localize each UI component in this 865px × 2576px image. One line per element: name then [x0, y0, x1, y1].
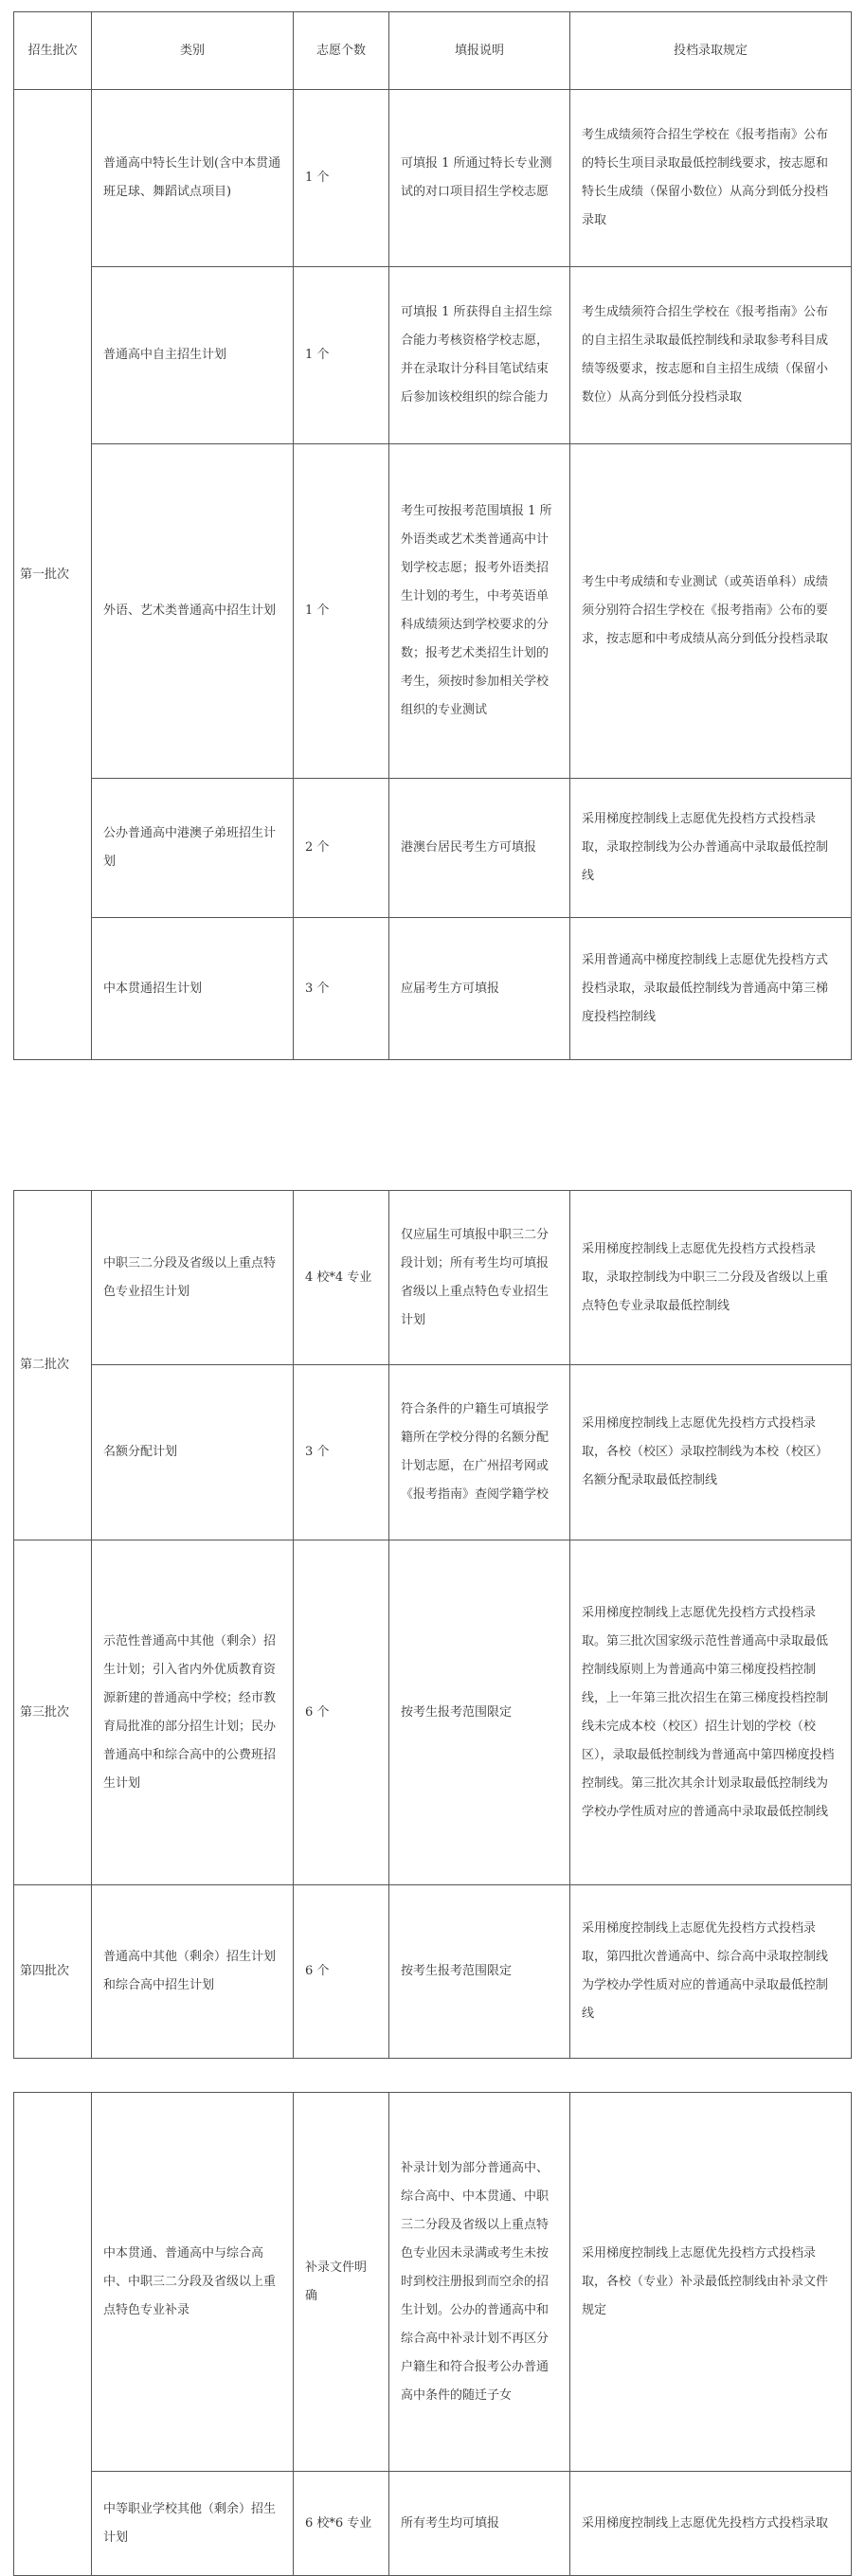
- table-row: [14, 267, 852, 444]
- count-cell: 3 个: [294, 1365, 389, 1540]
- category-cell: 普通高中自主招生计划: [92, 267, 294, 444]
- instruction-cell: 可填报 1 所获得自主招生综合能力考核资格学校志愿，并在录取计分科目笔试结束后参加该校组织的综合能力: [389, 267, 570, 444]
- count-cell: 2 个: [294, 779, 389, 918]
- table-row: [14, 1885, 852, 2059]
- category-cell: 中本贯通、普通高中与综合高中、中职三二分段及省级以上重点特色专业补录: [92, 2093, 294, 2472]
- header-instruction: 填报说明: [389, 12, 570, 90]
- rule-cell: 采用梯度控制线上志愿优先投档方式投档录取，第四批次普通高中、综合高中录取控制线为学校办学性质对应的普通高中录取最低控制线: [570, 1885, 852, 2059]
- instruction-cell: 港澳台居民考生方可填报: [389, 779, 570, 918]
- instruction-cell: 符合条件的户籍生可填报学籍所在学校分得的名额分配计划志愿，在广州招考网或《报考指南》查阅学籍学校: [389, 1365, 570, 1540]
- instruction-cell: 考生可按报考范围填报 1 所外语类或艺术类普通高中计划学校志愿；报考外语类招生计划的考生，中考英语单科成绩须达到学校要求的分数；报考艺术类招生计划的考生，须按时参加相关学校组织的专业测试: [389, 444, 570, 779]
- rule-cell: 采用梯度控制线上志愿优先投档方式投档录取，各校（校区）录取控制线为本校（校区）名额分配录取最低控制线: [570, 1365, 852, 1540]
- instruction-cell: 按考生报考范围限定: [389, 1885, 570, 2059]
- rule-cell: 采用梯度控制线上志愿优先投档方式投档录取: [570, 2472, 852, 2576]
- category-cell: 公办普通高中港澳子弟班招生计划: [92, 779, 294, 918]
- table-row: [14, 2472, 852, 2576]
- table-row: [14, 90, 852, 267]
- instruction-cell: 仅应届生可填报中职三二分段计划；所有考生均可填报省级以上重点特色专业招生计划: [389, 1191, 570, 1365]
- admission-table-part-1: [13, 11, 852, 1060]
- instruction-cell: 按考生报考范围限定: [389, 1540, 570, 1885]
- table-header-row: [14, 12, 852, 90]
- count-cell: 6 个: [294, 1885, 389, 2059]
- instruction-cell: 可填报 1 所通过特长专业测试的对口项目招生学校志愿: [389, 90, 570, 267]
- table-row: [14, 2093, 852, 2472]
- header-batch: 招生批次: [14, 12, 92, 90]
- batch-cell: 第一批次: [14, 90, 92, 1060]
- header-count: 志愿个数: [294, 12, 389, 90]
- count-cell: 1 个: [294, 444, 389, 779]
- instruction-cell: 应届考生方可填报: [389, 918, 570, 1060]
- header-rule: 投档录取规定: [570, 12, 852, 90]
- table-row: [14, 918, 852, 1060]
- batch-cell: 第三批次: [14, 1540, 92, 1885]
- category-cell: 示范性普通高中其他（剩余）招生计划；引入省内外优质教育资源新建的普通高中学校；经市教育局批准的部分招生计划；民办普通高中和综合高中的公费班招生计划: [92, 1540, 294, 1885]
- rule-cell: 采用普通高中梯度控制线上志愿优先投档方式投档录取，录取最低控制线为普通高中第三梯度投档控制线: [570, 918, 852, 1060]
- category-cell: 外语、艺术类普通高中招生计划: [92, 444, 294, 779]
- rule-cell: 采用梯度控制线上志愿优先投档方式投档录取，录取控制线为公办普通高中录取最低控制线: [570, 779, 852, 918]
- batch-cell: 第四批次: [14, 1885, 92, 2059]
- count-cell: 4 校*4 专业: [294, 1191, 389, 1365]
- count-cell: 1 个: [294, 90, 389, 267]
- table-row: [14, 779, 852, 918]
- batch-cell-empty: [14, 2093, 92, 2576]
- instruction-cell: 所有考生均可填报: [389, 2472, 570, 2576]
- count-cell: 1 个: [294, 267, 389, 444]
- rule-cell: 考生成绩须符合招生学校在《报考指南》公布的自主招生录取最低控制线和录取参考科目成绩等级要求，按志愿和自主招生成绩（保留小数位）从高分到低分投档录取: [570, 267, 852, 444]
- category-cell: 名额分配计划: [92, 1365, 294, 1540]
- count-cell: 6 校*6 专业: [294, 2472, 389, 2576]
- category-cell: 中本贯通招生计划: [92, 918, 294, 1060]
- count-cell: 3 个: [294, 918, 389, 1060]
- rule-cell: 采用梯度控制线上志愿优先投档方式投档录取，录取控制线为中职三二分段及省级以上重点特色专业录取最低控制线: [570, 1191, 852, 1365]
- admission-table-part-3: [13, 2092, 852, 2576]
- admission-table-part-2: [13, 1190, 852, 2059]
- batch-cell: 第二批次: [14, 1191, 92, 1540]
- rule-cell: 采用梯度控制线上志愿优先投档方式投档录取，各校（专业）补录最低控制线由补录文件规定: [570, 2093, 852, 2472]
- instruction-cell: 补录计划为部分普通高中、综合高中、中本贯通、中职三二分段及省级以上重点特色专业因未录满或考生未按时到校注册报到而空余的招生计划。公办的普通高中和综合高中补录计划不再区分户籍生和符合报考公办普通高中条件的随迁子女: [389, 2093, 570, 2472]
- category-cell: 中职三二分段及省级以上重点特色专业招生计划: [92, 1191, 294, 1365]
- category-cell: 中等职业学校其他（剩余）招生计划: [92, 2472, 294, 2576]
- table-row: [14, 1191, 852, 1365]
- rule-cell: 采用梯度控制线上志愿优先投档方式投档录取。第三批次国家级示范性普通高中录取最低控制线原则上为普通高中第三梯度投档控制线，上一年第三批次招生在第三梯度投档控制线未完成本校（校区）招生计划的学校（校区），录取最低控制线为普通高中第四梯度投档控制线。第三批次其余计划录取最低控制线为学校办学性质对应的普通高中录取最低控制线: [570, 1540, 852, 1885]
- table-row: [14, 444, 852, 779]
- rule-cell: 考生中考成绩和专业测试（或英语单科）成绩须分别符合招生学校在《报考指南》公布的要求，按志愿和中考成绩从高分到低分投档录取: [570, 444, 852, 779]
- header-category: 类别: [92, 12, 294, 90]
- table-row: [14, 1540, 852, 1885]
- category-cell: 普通高中其他（剩余）招生计划和综合高中招生计划: [92, 1885, 294, 2059]
- category-cell: 普通高中特长生计划(含中本贯通班足球、舞蹈试点项目): [92, 90, 294, 267]
- count-cell: 补录文件明确: [294, 2093, 389, 2472]
- table-row: [14, 1365, 852, 1540]
- rule-cell: 考生成绩须符合招生学校在《报考指南》公布的特长生项目录取最低控制线要求，按志愿和特长生成绩（保留小数位）从高分到低分投档录取: [570, 90, 852, 267]
- count-cell: 6 个: [294, 1540, 389, 1885]
